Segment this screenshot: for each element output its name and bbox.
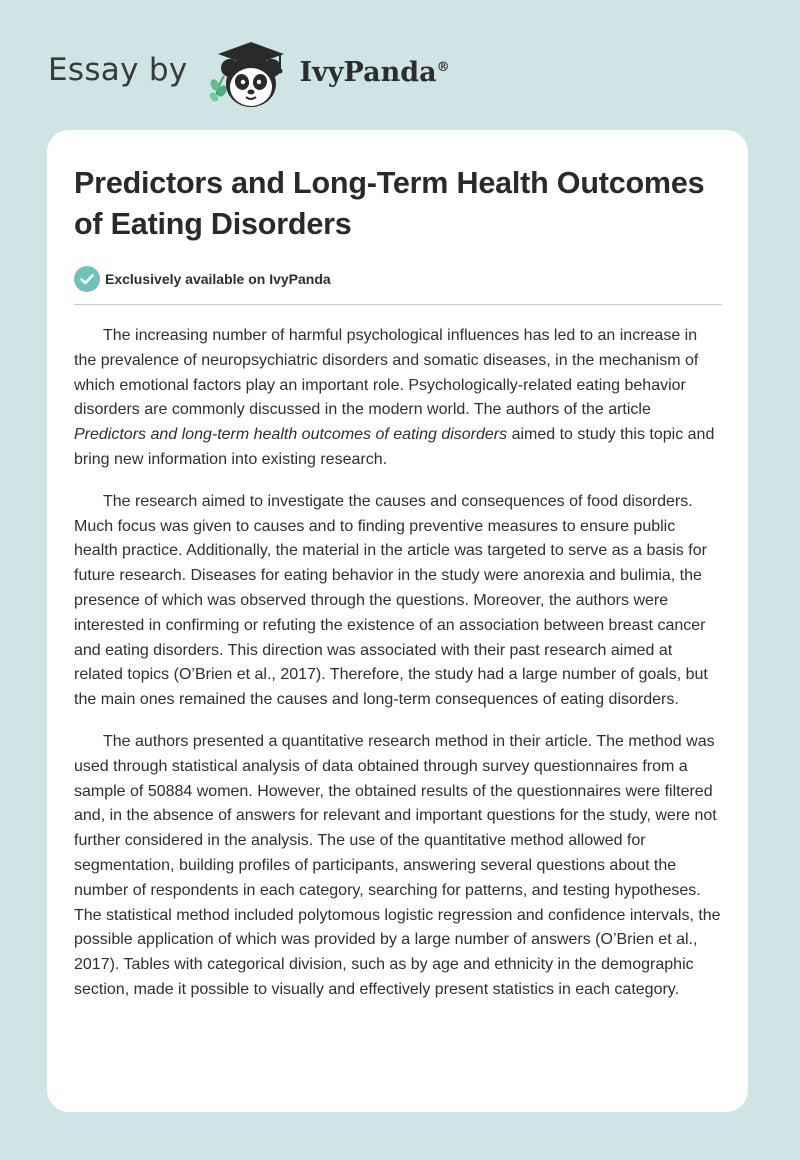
check-circle-icon xyxy=(74,266,100,292)
paragraph-2: The research aimed to investigate the causes and consequences of food disorders. Much focus was given to causes and to finding preventive measures to ensure public health practice. Additionally, the material in the article was targeted to serve as a basis for future research. Diseases for eating behavior in the study were anorexia and bulimia, the presence of which was observed through the questions. Moreover, the authors were interested in confirming or refuting the existence of an association between breast cancer and eating disorders. This direction was associated with their past research aimed at related topics (O’Brien et al., 2017). Therefore, the study had a large number of goals, but the main ones remained the causes and long-term consequences of eating disorders. xyxy=(74,492,708,709)
exclusive-badge xyxy=(74,265,722,293)
paragraph-3: The authors presented a quantitative research method in their article. The method was used through statistical analysis of data obtained through survey questionnaires from a sample of 50884 women. However, the obtained results of the questionnaires were filtered and, in the absence of answers for relevant and important questions for the study, were not further considered in the analysis. The use of the quantitative method allowed for segmentation, building profiles of participants, answering several questions about the number of respondents in each category, searching for patterns, and testing hypotheses. The statistical method included polytomous logistic regression and confidence intervals, the possible application of which was provided by a large number of answers (O’Brien et al., 2017). Tables with categorical division, such as by age and ethnicity in the demographic section, made it possible to visually and effectively present statistics in each category. xyxy=(74,732,721,998)
panda-graduate-icon[interactable] xyxy=(206,36,294,112)
article-title-citation: Predictors and long-term health outcomes of eating disorders xyxy=(74,426,508,444)
brand-name[interactable]: IvyPanda® xyxy=(299,56,450,88)
paragraph-1: The increasing number of harmful psychological influences has led to an increase in the prevalence of neuropsychiatric disorders and somatic diseases, in the mechanism of which emotional factors play an important role. Psychologically-related eating behavior disorders are commonly discussed in the modern world. The authors of the article Predictors and long-term health outcomes of eating disorders aimed to study this topic and bring new information into existing research. xyxy=(74,327,715,468)
registered-mark: ® xyxy=(436,59,450,75)
exclusive-badge-label: Exclusively available on IvyPanda xyxy=(105,271,331,287)
article-card xyxy=(47,130,748,1112)
site-header xyxy=(48,36,450,112)
divider xyxy=(74,304,722,305)
brand-prefix: Essay by xyxy=(48,52,188,88)
page-title: Predictors and Long-Term Health Outcomes of Eating Disorders xyxy=(74,166,705,241)
